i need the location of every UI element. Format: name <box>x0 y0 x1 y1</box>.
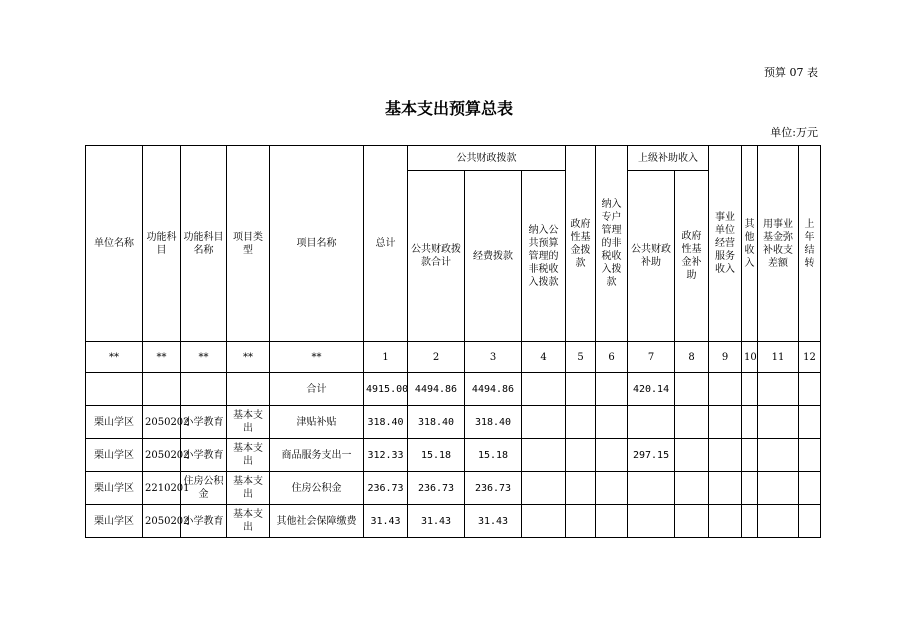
total-cell: 236.73 <box>364 472 408 505</box>
public-fiscal-subsidy-cell <box>628 505 675 538</box>
public-fiscal-total-cell: 236.73 <box>408 472 465 505</box>
index-cell: 8 <box>675 342 709 373</box>
header-gov-fund: 政府性基金拨款 <box>566 146 596 342</box>
name-cell: 津贴补贴 <box>270 406 364 439</box>
subject-cell: 小学教育 <box>181 439 227 472</box>
total-row <box>86 373 821 406</box>
type-cell: 基本支出 <box>227 406 270 439</box>
expense-allocation-cell: 15.18 <box>465 439 522 472</box>
header-public-fiscal: 公共财政拨款 <box>408 146 566 171</box>
unit-cell: 栗山学区 <box>86 406 143 439</box>
total-cell: 31.43 <box>364 505 408 538</box>
code-cell: 2050202 <box>143 406 181 439</box>
header-carryover: 上年结转 <box>799 146 821 342</box>
index-cell: ** <box>227 342 270 373</box>
total-value: 4915.00 <box>364 373 408 406</box>
table-id: 预算 07 表 <box>764 66 818 79</box>
header-expense-allocation: 经费拨款 <box>465 171 522 342</box>
public-fiscal-total-cell: 318.40 <box>408 406 465 439</box>
unit-label: 单位:万元 <box>770 126 818 139</box>
public-fiscal-subsidy-cell <box>628 472 675 505</box>
header-superior-subsidy: 上级补助收入 <box>628 146 709 171</box>
expense-allocation-cell: 236.73 <box>465 472 522 505</box>
total-expense-allocation: 4494.86 <box>465 373 522 406</box>
index-cell: 3 <box>465 342 522 373</box>
header-other-income: 其他收入 <box>742 146 758 342</box>
header-unit-name: 单位名称 <box>86 146 143 342</box>
index-cell: 4 <box>522 342 566 373</box>
expense-allocation-cell: 318.40 <box>465 406 522 439</box>
header-reserve-fund: 用事业基金弥补收支差额 <box>758 146 799 342</box>
subject-cell: 小学教育 <box>181 505 227 538</box>
total-cell: 318.40 <box>364 406 408 439</box>
subject-cell: 住房公积金 <box>181 472 227 505</box>
index-row <box>86 342 821 373</box>
total-cell: 312.33 <box>364 439 408 472</box>
index-cell: ** <box>181 342 227 373</box>
header-public-fiscal-subsidy: 公共财政补助 <box>628 171 675 342</box>
type-cell: 基本支出 <box>227 472 270 505</box>
public-fiscal-subsidy-cell: 297.15 <box>628 439 675 472</box>
type-cell: 基本支出 <box>227 439 270 472</box>
name-cell: 商品服务支出一 <box>270 439 364 472</box>
total-public-fiscal-subsidy: 420.14 <box>628 373 675 406</box>
header-nontax-budget: 纳入公共预算管理的非税收入拨款 <box>522 171 566 342</box>
type-cell: 基本支出 <box>227 505 270 538</box>
table-row <box>86 406 821 439</box>
header-public-fiscal-total: 公共财政拨款合计 <box>408 171 465 342</box>
index-cell: ** <box>86 342 143 373</box>
code-cell: 2050202 <box>143 505 181 538</box>
index-cell: 11 <box>758 342 799 373</box>
header-func-subject-name: 功能科目名称 <box>181 146 227 342</box>
index-cell: 10 <box>742 342 758 373</box>
header-project-type: 项目类型 <box>227 146 270 342</box>
index-cell: 5 <box>566 342 596 373</box>
subject-cell: 小学教育 <box>181 406 227 439</box>
table-row <box>86 505 821 538</box>
header-row-1 <box>86 146 821 171</box>
index-cell: 1 <box>364 342 408 373</box>
total-label: 合计 <box>270 373 364 406</box>
header-gov-fund-subsidy: 政府性基金补助 <box>675 171 709 342</box>
page-title: 基本支出预算总表 <box>384 99 513 118</box>
expense-allocation-cell: 31.43 <box>465 505 522 538</box>
unit-cell: 栗山学区 <box>86 439 143 472</box>
index-cell: 9 <box>709 342 742 373</box>
unit-cell: 栗山学区 <box>86 472 143 505</box>
total-public-fiscal-total: 4494.86 <box>408 373 465 406</box>
header-total: 总计 <box>364 146 408 342</box>
index-cell: 2 <box>408 342 465 373</box>
budget-table <box>85 145 821 538</box>
public-fiscal-total-cell: 31.43 <box>408 505 465 538</box>
header-special-nontax: 纳入专户管理的非税收入拨款 <box>596 146 628 342</box>
index-cell: 12 <box>799 342 821 373</box>
index-cell: 6 <box>596 342 628 373</box>
table-row <box>86 439 821 472</box>
name-cell: 其他社会保障缴费 <box>270 505 364 538</box>
unit-cell: 栗山学区 <box>86 505 143 538</box>
public-fiscal-total-cell: 15.18 <box>408 439 465 472</box>
code-cell: 2210201 <box>143 472 181 505</box>
header-project-name: 项目名称 <box>270 146 364 342</box>
public-fiscal-subsidy-cell <box>628 406 675 439</box>
index-cell: 7 <box>628 342 675 373</box>
header-business-income: 事业单位经营服务收入 <box>709 146 742 342</box>
index-cell: ** <box>270 342 364 373</box>
name-cell: 住房公积金 <box>270 472 364 505</box>
table-row <box>86 472 821 505</box>
code-cell: 2050202 <box>143 439 181 472</box>
index-cell: ** <box>143 342 181 373</box>
header-func-subject: 功能科目 <box>143 146 181 342</box>
